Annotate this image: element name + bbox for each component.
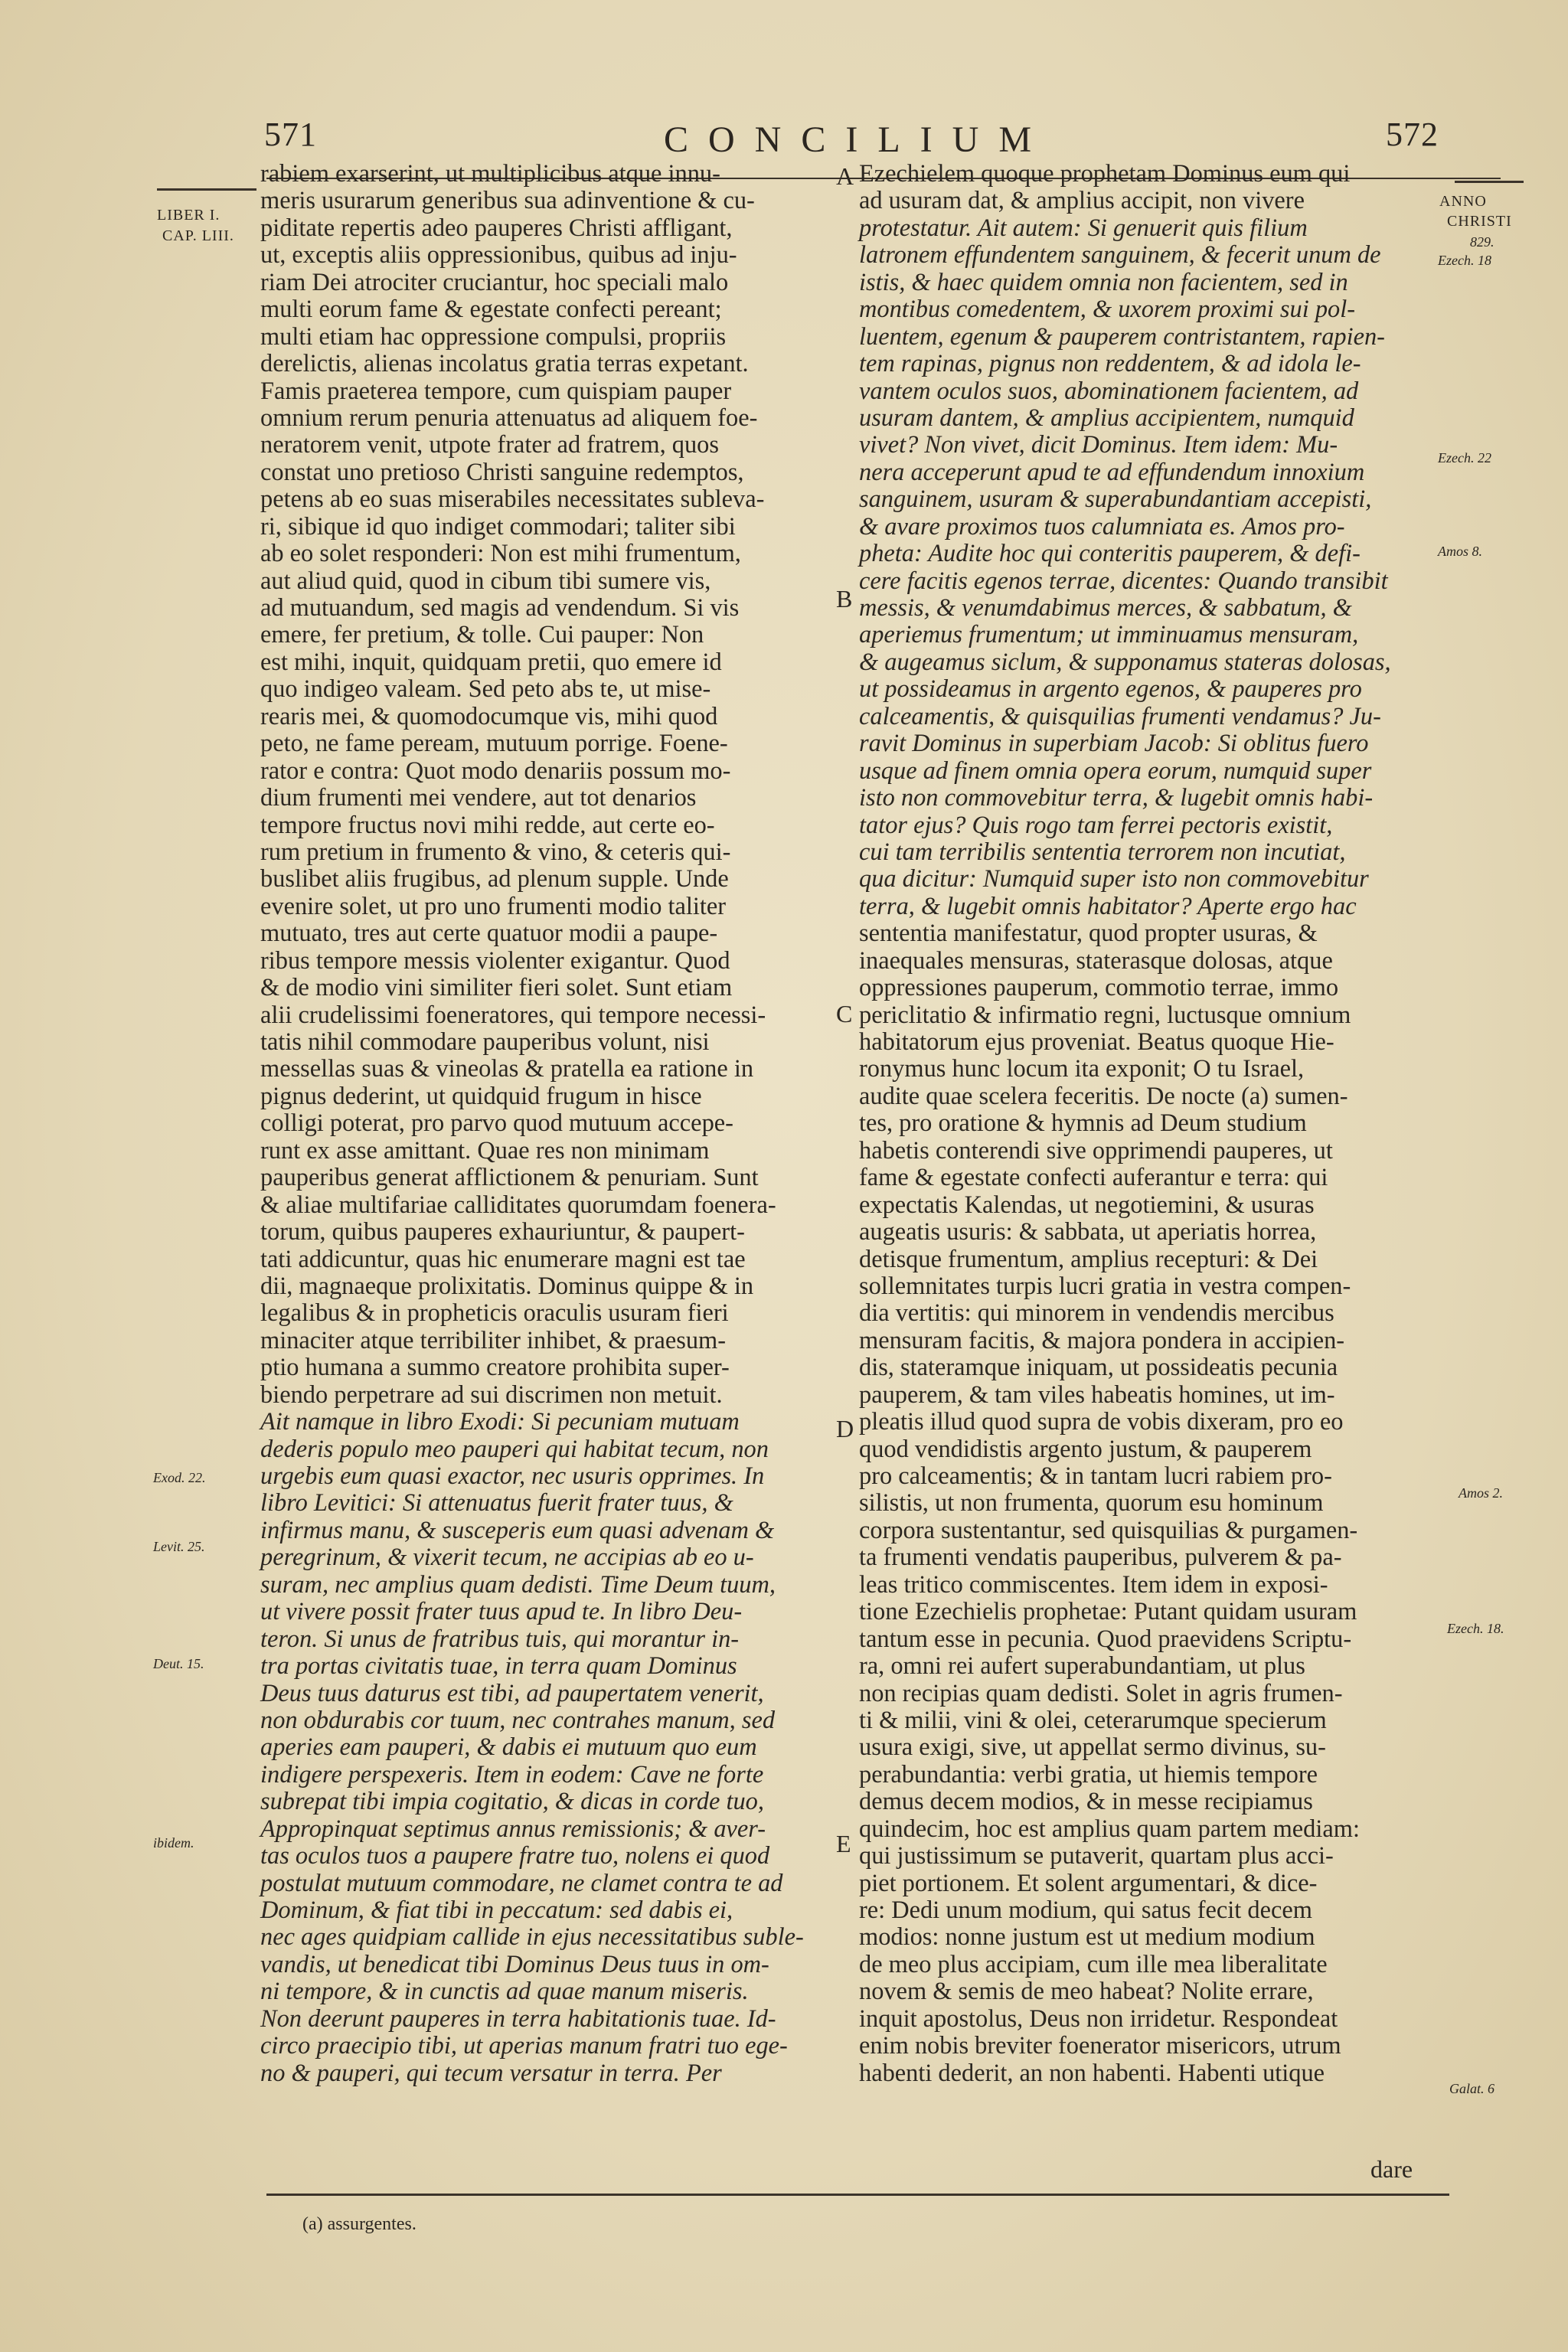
right-text-line: ta frumenti vendatis pauperibus, pulverem & pa- [859, 1544, 1342, 1572]
right-text-line: tator ejus? Quis rogo tam ferrei pectoris existit, [859, 811, 1333, 839]
left-text-line: postulat mutuum commodare, ne clamet contra te ad [260, 1869, 783, 1897]
right-text-line: luentem, egenum & pauperem contristantem, rapien- [859, 322, 1385, 351]
page-number-left: 571 [264, 116, 317, 153]
right-text-line: & augeamus siclum, & supponamus stateras dolosas, [859, 648, 1391, 676]
margin-note-levit: Levit. 25. [153, 1539, 205, 1554]
right-text-line: habetis conterendi sive opprimendi pauperes, ut [859, 1136, 1333, 1165]
right-text-line: nera acceperunt apud te ad effundendum innoxium [859, 458, 1365, 486]
left-text-line: tra portas civitatis tuae, in terra quam Dominus [260, 1652, 737, 1681]
right-text-line: usura exigi, sive, ut appellat sermo divinus, su- [859, 1733, 1326, 1762]
right-text-line: usuram dantem, & amplius accipientem, numquid [859, 403, 1354, 432]
left-text-line: alii crudelissimi foeneratores, qui tempore necessi- [260, 1001, 766, 1029]
right-text-line: isto non commovebitur terra, & lugebit omnis habi- [859, 784, 1374, 812]
left-text-line: pignus dederint, ut quidquid frugum in hisce [260, 1082, 702, 1110]
margin-note-ezech-18: Ezech. 18 [1438, 253, 1491, 268]
margin-note-amos-2: Amos 2. [1459, 1485, 1503, 1501]
left-text-line: indigere perspexeris. Item in eodem: Cave ne forte [260, 1760, 764, 1788]
right-text-column [859, 161, 1449, 2087]
right-text-line: usque ad finem omnia opera eorum, numquid super [859, 756, 1372, 785]
left-text-line: emere, fer pretium, & tolle. Cui pauper: Non [260, 621, 704, 649]
right-text-line: augeatis usuris: & sabbata, ut aperiatis horrea, [859, 1218, 1317, 1246]
left-text-line: omnium rerum penuria attenuatus ad aliquem foe- [260, 403, 758, 432]
left-text-line: aperies eam pauperi, & dabis ei mutuum quo eum [260, 1733, 757, 1762]
right-text-line: tione Ezechielis prophetae: Putant quidam usuram [859, 1598, 1357, 1626]
right-text-line: ti & milii, vini & olei, ceterarumque specierum [859, 1706, 1327, 1734]
left-text-line: ri, sibique id quo indiget commodari; taliter sibi [260, 512, 736, 541]
right-text-line: calceamentis, & quisquilias frumenti vendamus? Ju- [859, 702, 1381, 730]
left-text-line: peto, ne fame peream, mutuum porrige. Foene- [260, 730, 728, 758]
right-text-line: de meo plus accipiam, cum ille mea liberalitate [859, 1950, 1328, 1978]
right-text-line: ut possideamus in argento egenos, & pauperes pro [859, 675, 1362, 704]
left-text-line: circo praecipio tibi, ut aperias manum fratri tuo ege- [260, 2032, 788, 2060]
left-text-line: vandis, ut benedicat tibi Dominus Deus tuus in om- [260, 1950, 769, 1978]
left-text-line: mutuato, tres aut certe quatuor modii a paupe- [260, 920, 718, 948]
right-text-line: messis, & venumdabimus merces, & sabbatum, & [859, 594, 1352, 622]
right-text-line: tes, pro oratione & hymnis ad Deum studium [859, 1109, 1307, 1138]
right-text-line: tem rapinas, pignus non reddentem, & ad idola le- [859, 350, 1361, 378]
left-text-line: derelictis, alienas incolatus gratia terras expetant. [260, 350, 749, 378]
footnote: (a) assurgentes. [302, 2214, 416, 2234]
left-text-line: libro Levitici: Si attenuatus fuerit frater tuus, & [260, 1489, 733, 1517]
right-text-line: aperiemus frumentum; ut imminuamus mensuram, [859, 621, 1359, 649]
right-text-line: cere facitis egenos terrae, dicentes: Quando transibit [859, 567, 1388, 595]
right-text-line: audite quae scelera feceritis. De nocte (a) sumen- [859, 1082, 1348, 1110]
left-text-line: dium frumenti mei vendere, aut tot denarios [260, 784, 697, 812]
left-text-line: Famis praeterea tempore, cum quispiam pauper [260, 377, 732, 405]
left-text-line: minaciter atque terribiliter inhibet, & praesum- [260, 1326, 727, 1354]
catchword: dare [1370, 2155, 1413, 2183]
right-text-line: detisque frumentum, amplius recepturi: & Dei [859, 1245, 1318, 1273]
left-text-line: ni tempore, & in cunctis ad quae manum miseris. [260, 1978, 749, 2006]
left-text-line: runt ex asse amittant. Quae res non minimam [260, 1136, 710, 1165]
left-text-line: petens ab eo suas miserabiles necessitates subleva- [260, 485, 765, 514]
left-text-line: constat uno pretioso Christi sanguine redemptos, [260, 458, 744, 486]
section-letter-b: B [836, 585, 853, 612]
right-text-line: cui tam terribilis sententia terrorem non incutiat, [859, 838, 1346, 866]
margin-note-amos-8: Amos 8. [1438, 544, 1482, 559]
right-text-line: re: Dedi unum modium, qui satus fecit decem [859, 1896, 1312, 1924]
left-text-line: tas oculos tuos a paupere fratre tuo, nolens ei quod [260, 1842, 770, 1870]
margin-note-ezech-22: Ezech. 22 [1438, 450, 1491, 466]
left-text-line: torum, quibus pauperes exhauriuntur, & paupert- [260, 1218, 745, 1246]
left-text-line: suram, nec amplius quam dedisti. Time Deum tuum, [260, 1570, 776, 1599]
left-text-line: Dominum, & fiat tibi in peccatum: sed dabis ei, [260, 1896, 733, 1924]
right-text-line: non recipias quam dedisti. Solet in agris frumen- [859, 1679, 1343, 1707]
left-text-line: & aliae multifariae calliditates quorumdam foenera- [260, 1191, 776, 1219]
section-letter-a: A [836, 162, 854, 190]
right-text-line: ra, omni rei aufert superabundantiam, ut plus [859, 1652, 1305, 1681]
left-text-line: nec ages quidpiam callide in ejus necessitatibus suble- [260, 1923, 804, 1952]
right-text-line: montibus comedentem, & uxorem proximi sui pol- [859, 296, 1356, 324]
right-text-line: dia vertitis: qui minorem in vendendis mercibus [859, 1299, 1334, 1328]
left-text-line: tati addicuntur, quas hic enumerare magni est tae [260, 1245, 746, 1273]
right-text-line: enim nobis breviter foenerator misericors, utrum [859, 2032, 1341, 2060]
left-text-line: rum pretium in frumento & vino, & ceteris qui- [260, 838, 731, 866]
right-text-line: fame & egestate confecti auferantur e terra: qui [859, 1164, 1328, 1192]
right-text-line: terra, & lugebit omnis habitator? Aperte ergo hac [859, 892, 1357, 920]
right-text-line: demus decem modios, & in messe recipiamus [859, 1788, 1313, 1816]
left-text-line: Ait namque in libro Exodi: Si pecuniam mutuam [260, 1408, 740, 1436]
margin-liber-label: LIBER I. [157, 207, 220, 224]
right-text-line: inquit apostolus, Deus non irridetur. Respondeat [859, 2004, 1338, 2033]
right-text-line: mensuram facitis, & majora pondera in accipien- [859, 1326, 1345, 1354]
right-text-line: vantem oculos suos, abominationem facientem, ad [859, 377, 1359, 405]
right-text-line: pro calceamentis; & in tantam lucri rabiem pro- [859, 1462, 1332, 1490]
margin-cap-label: CAP. LIII. [162, 227, 234, 244]
left-text-line: multi etiam hac oppressione compulsi, propriis [260, 322, 727, 351]
left-text-line: messellas suas & vineolas & pratella ea ratione in [260, 1055, 754, 1083]
left-text-line: subrepat tibi impia cogitatio, & dicas in corde tuo, [260, 1788, 764, 1816]
right-text-line: sententia manifestatur, quod propter usuras, & [859, 920, 1318, 948]
left-text-line: dii, magnaeque prolixitatis. Dominus quippe & in [260, 1272, 754, 1300]
left-text-line: & de modio vini similiter fieri solet. Sunt etiam [260, 974, 733, 1002]
right-text-line: quindecim, hoc est amplius quam partem mediam: [859, 1815, 1360, 1843]
right-text-line: tantum esse in pecunia. Quod praevidens Scriptu- [859, 1625, 1352, 1653]
right-text-line: quod vendidistis argento justum, & pauperem [859, 1435, 1312, 1463]
left-text-line: est mihi, inquit, quidquam pretii, quo emere id [260, 648, 722, 676]
left-text-line: aut aliud quid, quod in cibum tibi sumere vis, [260, 567, 711, 595]
right-text-line: latronem effundentem sanguinem, & fecerit unum de [859, 241, 1381, 270]
right-text-line: vivet? Non vivet, dicit Dominus. Item idem: Mu- [859, 431, 1338, 459]
left-text-column [260, 161, 835, 2087]
right-margin-dash [1455, 181, 1524, 183]
left-text-line: piditate repertis adeo pauperes Christi affligant, [260, 214, 733, 242]
running-title: CONCILIUM [664, 119, 1051, 160]
left-text-line: urgebis eum quasi exactor, nec usuris opprimes. In [260, 1462, 765, 1490]
right-text-line: ad usuram dat, & amplius accipit, non vivere [859, 187, 1305, 215]
right-text-line: & avare proximos tuos calumniata es. Amos pro- [859, 512, 1345, 541]
right-text-line: dis, stateramque iniquam, ut possideatis pecunia [859, 1354, 1338, 1382]
section-letter-e: E [836, 1830, 851, 1857]
right-text-line: protestatur. Ait autem: Si genuerit quis filium [859, 214, 1308, 242]
right-text-line: modios: nonne justum est ut medium modium [859, 1923, 1315, 1952]
margin-note-ezech-18b: Ezech. 18. [1447, 1621, 1504, 1636]
footnote-rule [266, 2194, 1449, 2196]
left-text-line: tempore fructus novi mihi redde, aut certe eo- [260, 811, 715, 839]
margin-note-exod: Exod. 22. [153, 1470, 206, 1485]
left-text-line: ad mutuandum, sed magis ad vendendum. Si vis [260, 594, 740, 622]
section-letter-d: D [836, 1415, 854, 1442]
right-text-line: piet portionem. Et solent argumentari, & dice- [859, 1869, 1318, 1897]
left-text-line: riam Dei atrociter cruciantur, hoc speciali malo [260, 268, 729, 296]
right-text-line: qui justissimum se putaverit, quartam plus acci- [859, 1842, 1334, 1870]
left-text-line: ribus tempore messis violenter exigantur. Quod [260, 946, 730, 975]
right-text-line: pauperem, & tam viles habeatis homines, ut im- [859, 1380, 1335, 1409]
left-text-line: tatis nihil commodare pauperibus volunt, nisi [260, 1028, 710, 1056]
left-text-line: ptio humana a summo creatore prohibita super- [260, 1354, 730, 1382]
left-text-line: neratorem venit, utpote frater ad fratrem, quos [260, 431, 719, 459]
left-text-line: multi eorum fame & egestate confecti pereant; [260, 296, 722, 324]
margin-note-galat: Galat. 6 [1449, 2081, 1495, 2096]
right-text-line: ronymus hunc locum ita exponit; O tu Israel, [859, 1055, 1305, 1083]
left-text-line: biendo perpetrare ad sui discrimen non metuit. [260, 1380, 723, 1409]
right-text-line: inaequales mensuras, staterasque dolosas, atque [859, 946, 1333, 975]
right-text-line: sanguinem, usuram & superabundantiam accepisti, [859, 485, 1372, 514]
left-text-line: Appropinquat septimus annus remissionis; & aver- [260, 1815, 766, 1843]
left-text-line: non obdurabis cor tuum, nec contrahes manum, sed [260, 1706, 776, 1734]
right-text-line: sollemnitates turpis lucri gratia in vestra compen- [859, 1272, 1351, 1300]
right-text-line: ravit Dominus in superbiam Jacob: Si oblitus fuero [859, 730, 1369, 758]
left-text-line: colligi poterat, pro parvo quod mutuum accepe- [260, 1109, 733, 1138]
right-text-line: novem & semis de meo habeat? Nolite errare, [859, 1978, 1314, 2006]
margin-note-ibidem: ibidem. [153, 1835, 194, 1851]
section-letter-c: C [836, 1000, 853, 1027]
right-text-line: qua dicitur: Numquid super isto non commovebitur [859, 865, 1369, 893]
left-text-line: Deus tuus daturus est tibi, ad paupertatem venerit, [260, 1679, 764, 1707]
margin-anno-label: ANNO [1439, 193, 1487, 210]
margin-note-deut: Deut. 15. [153, 1656, 204, 1671]
right-text-line: pheta: Audite hoc qui conteritis pauperem, & defi- [859, 540, 1361, 568]
left-margin-dash [157, 188, 256, 191]
right-text-line: habenti dederit, an non habenti. Habenti utique [859, 2059, 1325, 2087]
right-text-line: oppressiones pauperum, commotio terrae, immo [859, 974, 1339, 1002]
right-text-line: istis, & haec quidem omnia non facientem, sed in [859, 268, 1348, 296]
left-text-line: legalibus & in propheticis oraculis usuram fieri [260, 1299, 729, 1328]
right-text-line: perabundantia: verbi gratia, ut hiemis tempore [859, 1760, 1318, 1788]
left-text-line: rabiem exarserint, ut multiplicibus atque innu- [260, 160, 720, 188]
left-text-line: Non deerunt pauperes in terra habitationis tuae. Id- [260, 2004, 776, 2033]
right-text-line: Ezechielem quoque prophetam Dominus eum qui [859, 160, 1351, 188]
left-text-line: evenire solet, ut pro uno frumenti modio taliter [260, 892, 727, 920]
right-text-line: leas tritico commiscentes. Item idem in exposi- [859, 1570, 1328, 1599]
left-text-line: ut, exceptis aliis oppressionibus, quibus ad inju- [260, 241, 737, 270]
left-text-line: pauperibus generat afflictionem & penuriam. Sunt [260, 1164, 759, 1192]
left-text-line: ut vivere possit frater tuus apud te. In libro Deu- [260, 1598, 743, 1626]
left-text-line: meris usurarum generibus sua adinventione & cu- [260, 187, 755, 215]
left-text-line: dederis populo meo pauperi qui habitat tecum, non [260, 1435, 769, 1463]
right-text-line: corpora sustentantur, sed quisquilias & purgamen- [859, 1516, 1358, 1544]
left-text-line: ab eo solet responderi: Non est mihi frumentum, [260, 540, 741, 568]
left-text-line: quo indigeo valeam. Sed peto abs te, ut mise- [260, 675, 711, 704]
left-text-line: rator e contra: Quot modo denariis possum mo- [260, 756, 731, 785]
left-text-line: no & pauperi, qui tecum versatur in terra. Per [260, 2059, 722, 2087]
right-text-line: periclitatio & infirmatio regni, luctusque omnium [859, 1001, 1351, 1029]
right-text-line: habitatorum ejus proveniat. Beatus quoque Hie- [859, 1028, 1334, 1056]
left-text-line: rearis mei, & quomodocumque vis, mihi quod [260, 702, 718, 730]
right-text-line: silistis, ut non frumenta, quorum esu hominum [859, 1489, 1324, 1517]
right-text-line: expectatis Kalendas, ut negotiemini, & usuras [859, 1191, 1315, 1219]
page-number-right: 572 [1386, 116, 1439, 153]
margin-christi-label: CHRISTI [1447, 213, 1512, 230]
left-text-line: buslibet aliis frugibus, ad plenum supple. Unde [260, 865, 729, 893]
left-text-line: teron. Si unus de fratribus tuis, qui morantur in- [260, 1625, 740, 1653]
left-text-line: peregrinum, & vixerit tecum, ne accipias ab eo u- [260, 1544, 754, 1572]
margin-year: 829. [1470, 234, 1494, 250]
left-text-line: infirmus manu, & susceperis eum quasi advenam & [260, 1516, 775, 1544]
right-text-line: pleatis illud quod supra de vobis dixeram, pro eo [859, 1408, 1344, 1436]
